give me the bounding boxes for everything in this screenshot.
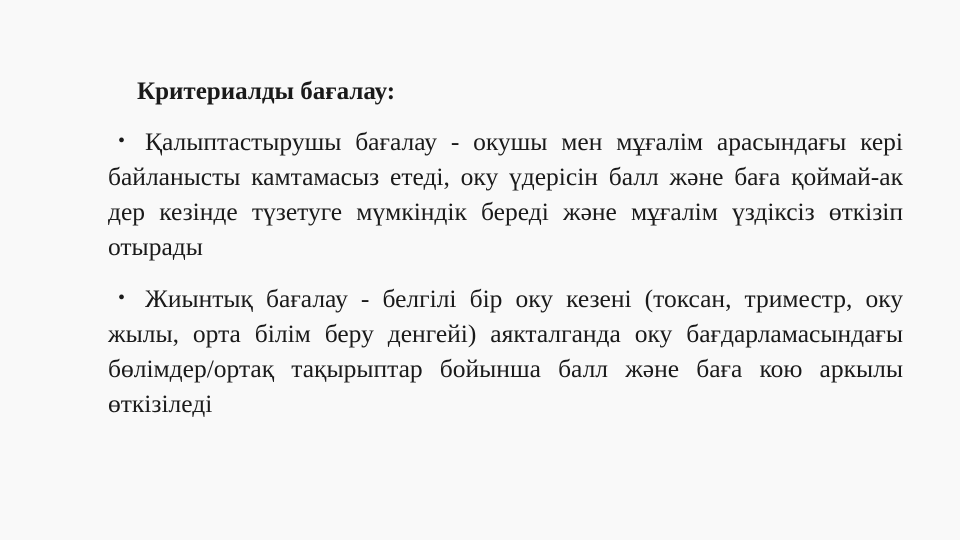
bullet-icon: • [118, 130, 126, 152]
slide-heading: Критериалды бағалау: [137, 78, 396, 105]
bullet-text: Жиынтық бағалау - белгілі бір оку кезені (токсан, триместр, оку жылы, орта білім беру денгейі) аякталганда оку бағдарламасындағы бөлімдер/ортақ тақырыптар бойынша балл және баға кою аркылы өткізіледі [108, 284, 903, 418]
bullet-item-summative [108, 281, 903, 421]
bullet-text: Қалыптастырушы бағалау - окушы мен мұғалім арасындағы кері байланысты камтамасыз етеді, оку үдерісін балл және баға қоймай-ак дер кезінде түзетуге мүмкіндік береді және мұғалім үздіксіз өткізіп отырады [108, 127, 903, 261]
bullet-item-formative [108, 124, 903, 264]
bullet-icon: • [118, 287, 126, 309]
